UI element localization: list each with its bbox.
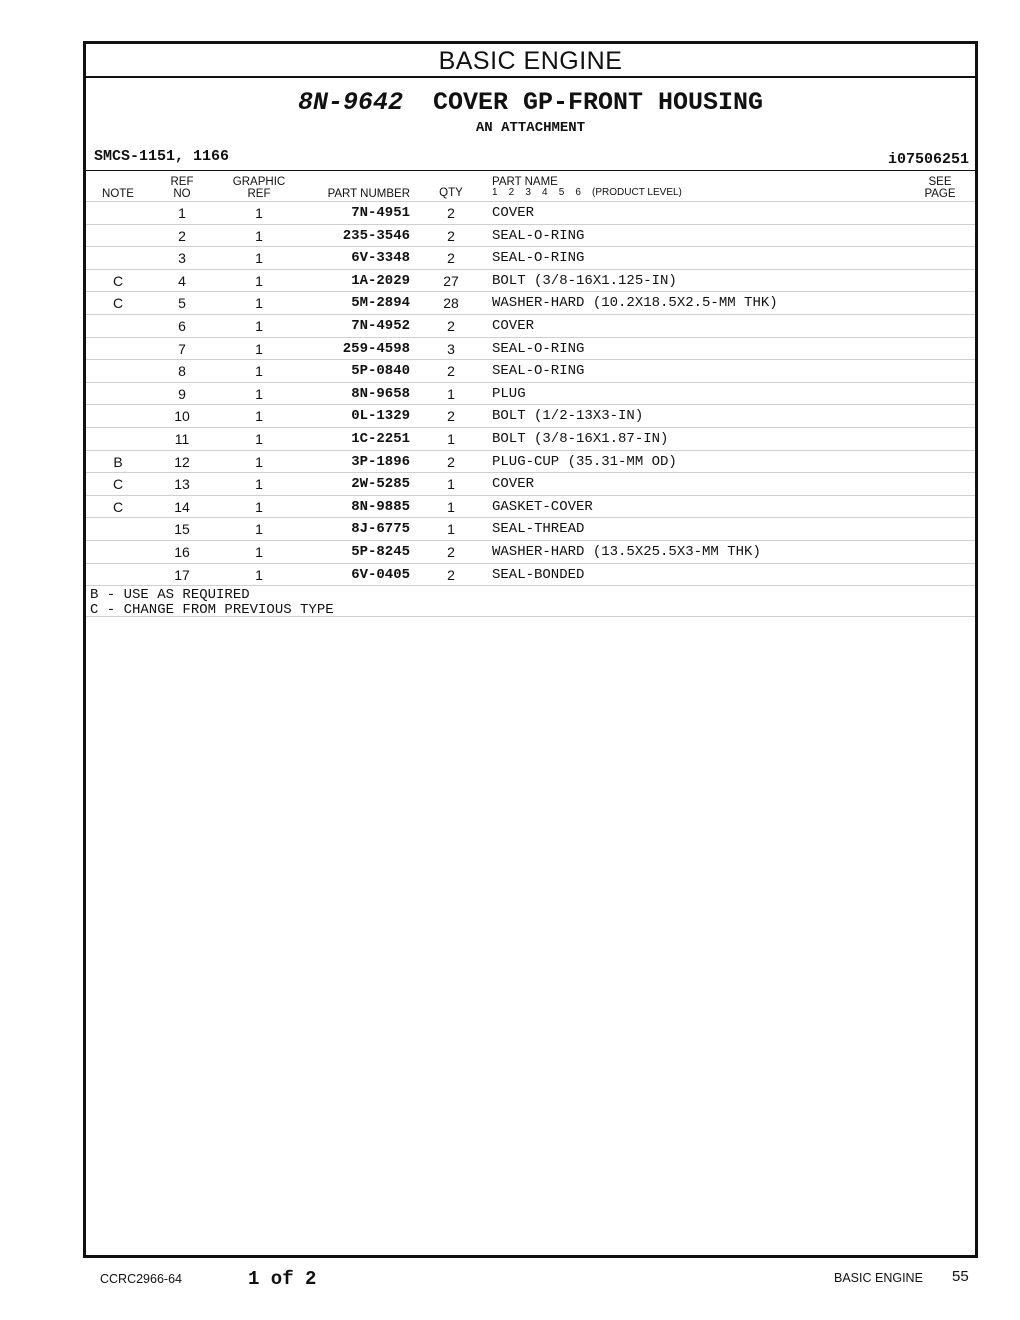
col-qty-header: QTY bbox=[439, 187, 463, 199]
table-row bbox=[86, 428, 975, 451]
table-row bbox=[86, 451, 975, 474]
row-part-name: SEAL-BONDED bbox=[492, 566, 585, 583]
table-row bbox=[86, 496, 975, 519]
row-qty: 28 bbox=[443, 295, 459, 312]
row-qty: 27 bbox=[443, 272, 459, 289]
table-row bbox=[86, 541, 975, 564]
row-ref-no: 5 bbox=[178, 295, 186, 312]
row-ref-no: 15 bbox=[174, 521, 190, 538]
col-see-page-header-bottom: PAGE bbox=[924, 188, 956, 200]
row-qty: 2 bbox=[447, 363, 455, 380]
table-row bbox=[86, 270, 975, 293]
footer-section: BASIC ENGINE bbox=[834, 1271, 923, 1285]
footnote-b: B - USE AS REQUIRED bbox=[90, 587, 250, 604]
row-graphic-ref: 1 bbox=[255, 385, 263, 402]
group-number: 8N-9642 bbox=[297, 88, 403, 117]
row-ref-no: 11 bbox=[174, 430, 190, 447]
table-row bbox=[86, 338, 975, 361]
row-graphic-ref: 1 bbox=[255, 430, 263, 447]
table-row bbox=[86, 225, 975, 248]
row-note: C bbox=[112, 476, 124, 493]
row-part-number: 8J-6775 bbox=[351, 521, 410, 538]
row-part-name: WASHER-HARD (10.2X18.5X2.5-MM THK) bbox=[492, 295, 778, 312]
row-ref-no: 6 bbox=[178, 317, 186, 334]
row-part-number: 6V-3348 bbox=[351, 250, 410, 267]
row-part-name: SEAL-O-RING bbox=[492, 250, 585, 267]
row-part-name: PLUG bbox=[492, 385, 526, 402]
row-part-number: 259-4598 bbox=[342, 340, 410, 357]
table-row bbox=[86, 405, 975, 428]
row-graphic-ref: 1 bbox=[255, 272, 263, 289]
row-part-number: 8N-9658 bbox=[351, 385, 410, 402]
table-row bbox=[86, 315, 975, 338]
row-ref-no: 9 bbox=[178, 385, 186, 402]
row-ref-no: 16 bbox=[174, 543, 190, 560]
row-part-name: COVER bbox=[492, 476, 535, 493]
row-graphic-ref: 1 bbox=[255, 543, 263, 560]
col-ref-header-top: REF bbox=[170, 176, 194, 188]
row-part-name: SEAL-THREAD bbox=[492, 521, 585, 538]
row-part-name: BOLT (1/2-13X3-IN) bbox=[492, 408, 644, 425]
row-qty: 2 bbox=[447, 227, 455, 244]
row-graphic-ref: 1 bbox=[255, 498, 263, 515]
smcs-code: SMCS-1151, 1166 bbox=[94, 148, 230, 165]
row-ref-no: 10 bbox=[174, 408, 190, 425]
row-ref-no: 2 bbox=[178, 227, 186, 244]
row-graphic-ref: 1 bbox=[255, 317, 263, 334]
row-part-number: 1C-2251 bbox=[351, 430, 410, 447]
row-qty: 2 bbox=[447, 250, 455, 267]
group-subtitle: AN ATTACHMENT bbox=[475, 120, 586, 136]
footer-doc-code: CCRC2966-64 bbox=[100, 1272, 182, 1286]
footer-page-of: 1 of 2 bbox=[248, 1268, 317, 1290]
section-title: BASIC ENGINE bbox=[86, 44, 975, 78]
row-note: B bbox=[113, 453, 123, 470]
row-part-name: SEAL-O-RING bbox=[492, 340, 585, 357]
table-row bbox=[86, 383, 975, 406]
row-part-number: 7N-4951 bbox=[351, 205, 410, 221]
row-ref-no: 12 bbox=[174, 453, 190, 470]
row-part-name: SEAL-O-RING bbox=[492, 363, 585, 380]
row-ref-no: 3 bbox=[178, 250, 186, 267]
row-part-name: BOLT (3/8-16X1.125-IN) bbox=[492, 272, 677, 289]
row-ref-no: 8 bbox=[178, 363, 186, 380]
col-part-number-header: PART NUMBER bbox=[327, 188, 410, 200]
col-note-header: NOTE bbox=[102, 188, 134, 200]
row-qty: 2 bbox=[447, 317, 455, 334]
row-ref-no: 13 bbox=[174, 476, 190, 493]
row-part-number: 1A-2029 bbox=[351, 272, 410, 289]
col-product-level-header: 1 2 3 4 5 6 (PRODUCT LEVEL) bbox=[492, 187, 682, 198]
parts-page-frame bbox=[83, 41, 978, 1258]
row-ref-no: 4 bbox=[178, 272, 186, 289]
row-ref-no: 17 bbox=[174, 566, 190, 583]
row-part-number: 2W-5285 bbox=[351, 476, 410, 493]
table-row bbox=[86, 360, 975, 383]
col-graphic-header-top: GRAPHIC bbox=[232, 176, 286, 188]
row-part-number: 235-3546 bbox=[342, 227, 410, 244]
row-graphic-ref: 1 bbox=[255, 521, 263, 538]
footer-page-number: 55 bbox=[952, 1268, 969, 1285]
row-part-number: 5P-0840 bbox=[351, 363, 410, 380]
row-qty: 1 bbox=[447, 476, 455, 493]
row-part-name: WASHER-HARD (13.5X25.5X3-MM THK) bbox=[492, 543, 761, 560]
row-part-number: 0L-1329 bbox=[351, 408, 410, 425]
footnotes bbox=[86, 586, 975, 617]
row-qty: 2 bbox=[447, 408, 455, 425]
row-part-number: 7N-4952 bbox=[351, 317, 410, 334]
row-graphic-ref: 1 bbox=[255, 453, 263, 470]
group-header bbox=[86, 78, 975, 171]
row-qty: 2 bbox=[447, 566, 455, 583]
row-qty: 1 bbox=[447, 498, 455, 515]
row-part-name: BOLT (3/8-16X1.87-IN) bbox=[492, 430, 669, 447]
row-graphic-ref: 1 bbox=[255, 408, 263, 425]
group-name: COVER GP-FRONT HOUSING bbox=[432, 88, 764, 117]
row-note: C bbox=[112, 498, 124, 515]
row-graphic-ref: 1 bbox=[255, 205, 263, 221]
row-part-number: 3P-1896 bbox=[351, 453, 410, 470]
table-row bbox=[86, 473, 975, 496]
table-row bbox=[86, 247, 975, 270]
row-graphic-ref: 1 bbox=[255, 227, 263, 244]
column-header-row bbox=[86, 171, 975, 202]
row-graphic-ref: 1 bbox=[255, 476, 263, 493]
row-part-name: COVER bbox=[492, 205, 535, 221]
row-qty: 3 bbox=[447, 340, 455, 357]
group-title bbox=[86, 88, 975, 117]
row-graphic-ref: 1 bbox=[255, 363, 263, 380]
col-part-name-header: PART NAME bbox=[492, 176, 558, 188]
row-graphic-ref: 1 bbox=[255, 340, 263, 357]
row-note: C bbox=[112, 272, 124, 289]
row-part-name: COVER bbox=[492, 317, 535, 334]
table-row bbox=[86, 292, 975, 315]
row-note: C bbox=[112, 295, 124, 312]
col-ref-header-bottom: NO bbox=[173, 188, 191, 200]
col-graphic-header-bottom: REF bbox=[247, 188, 271, 200]
row-part-number: 6V-0405 bbox=[351, 566, 410, 583]
table-row bbox=[86, 564, 975, 587]
row-ref-no: 14 bbox=[174, 498, 190, 515]
row-part-name: SEAL-O-RING bbox=[492, 227, 585, 244]
row-qty: 1 bbox=[447, 430, 455, 447]
row-ref-no: 7 bbox=[178, 340, 186, 357]
row-part-number: 8N-9885 bbox=[351, 498, 410, 515]
row-qty: 2 bbox=[447, 543, 455, 560]
row-part-name: GASKET-COVER bbox=[492, 498, 593, 515]
row-qty: 1 bbox=[447, 385, 455, 402]
row-part-number: 5P-8245 bbox=[351, 543, 410, 560]
illustration-id: i07506251 bbox=[887, 151, 969, 168]
row-qty: 2 bbox=[447, 453, 455, 470]
col-see-page-header-top: SEE bbox=[928, 176, 952, 188]
row-ref-no: 1 bbox=[178, 205, 186, 221]
footnote-c: C - CHANGE FROM PREVIOUS TYPE bbox=[90, 602, 334, 619]
row-graphic-ref: 1 bbox=[255, 566, 263, 583]
row-part-name: PLUG-CUP (35.31-MM OD) bbox=[492, 453, 677, 470]
row-qty: 2 bbox=[447, 205, 455, 221]
row-graphic-ref: 1 bbox=[255, 295, 263, 312]
table-row bbox=[86, 202, 975, 225]
row-qty: 1 bbox=[447, 521, 455, 538]
parts-table-body bbox=[86, 202, 975, 586]
row-part-number: 5M-2894 bbox=[351, 295, 410, 312]
table-row bbox=[86, 518, 975, 541]
row-graphic-ref: 1 bbox=[255, 250, 263, 267]
